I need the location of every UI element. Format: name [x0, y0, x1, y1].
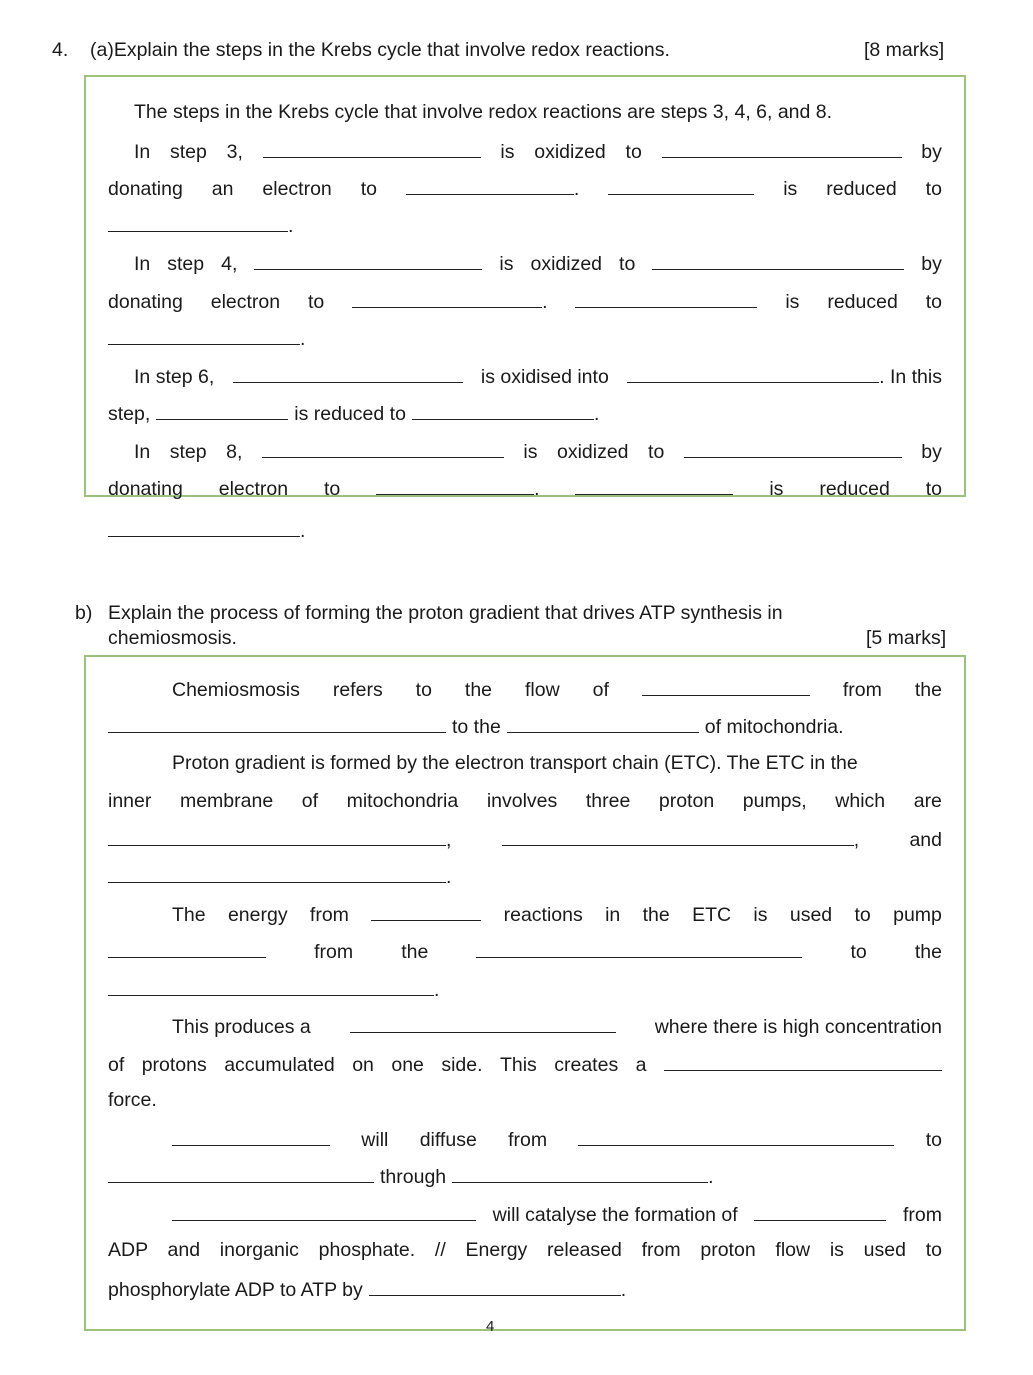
question-4a-prompt: (a)Explain the steps in the Krebs cycle that involve redox reactions. — [90, 39, 670, 61]
step6-line2: step, is reduced to . — [108, 403, 600, 425]
step8-line1: In step 8, is oxidized to by — [134, 441, 942, 463]
blank-chemiosmosis-origin[interactable] — [108, 714, 446, 733]
step3-line3: . — [108, 213, 942, 237]
blank-phosphorylation-process[interactable] — [369, 1277, 621, 1296]
blank-step4-reduced-product[interactable] — [108, 326, 300, 345]
blank-step8-reduced-substrate[interactable] — [575, 476, 733, 495]
b-p5-line2: through . — [108, 1164, 942, 1188]
b-p3-line3: . — [108, 977, 942, 1001]
blank-chemiosmosis-what-flows[interactable] — [642, 677, 810, 696]
blank-step8-reduced-product[interactable] — [108, 518, 300, 537]
answer-a-intro: The steps in the Krebs cycle that involve redox reactions are steps 3, 4, 6, and 8. — [134, 101, 833, 123]
step4-line3: . — [108, 326, 942, 350]
blank-proton-pump-2[interactable] — [502, 827, 854, 846]
question-4a-marks: [8 marks] — [864, 39, 945, 61]
b-p1-line2: to the of mitochondria. — [108, 714, 942, 738]
blank-step4-product[interactable] — [652, 251, 904, 270]
b-p4-line1: This produces a where there is high concentration — [172, 1016, 942, 1038]
blank-step6-oxidized-substrate[interactable] — [233, 364, 463, 383]
blank-catalyst-enzyme[interactable] — [172, 1202, 476, 1221]
question-number: 4. — [52, 39, 69, 61]
b-p6-line2: ADP and inorganic phosphate. // Energy released from proton flow is used to — [108, 1239, 942, 1261]
blank-step4-reduced-substrate[interactable] — [575, 289, 757, 308]
blank-step6-reduced-product[interactable] — [412, 401, 594, 420]
blank-step8-acceptor[interactable] — [376, 476, 534, 495]
blank-energy-source-reactions[interactable] — [371, 902, 481, 921]
question-4b-prompt-line2: chemiosmosis. — [108, 627, 237, 649]
blank-chemiosmosis-destination[interactable] — [507, 714, 699, 733]
blank-proton-pump-1[interactable] — [108, 827, 446, 846]
blank-step3-product[interactable] — [662, 139, 902, 158]
question-4b-prompt-line1: Explain the process of forming the proton gradient that drives ATP synthesis in — [108, 602, 783, 624]
b-p6-line1: will catalyse the formation of from — [172, 1202, 942, 1226]
blank-proton-pump-3[interactable] — [108, 864, 446, 883]
blank-step8-product[interactable] — [684, 439, 902, 458]
blank-step6-product[interactable] — [627, 364, 879, 383]
blank-step3-reduced-substrate[interactable] — [608, 176, 754, 195]
blank-diffuse-destination[interactable] — [108, 1164, 374, 1183]
b-p3-line1: The energy from reactions in the ETC is used to pump — [172, 904, 942, 926]
step8-line2: donating electron to . is reduced to — [108, 478, 942, 500]
b-p1-line1: Chemiosmosis refers to the flow of from the — [172, 679, 942, 701]
blank-pump-origin[interactable] — [476, 939, 802, 958]
blank-step6-reduced-substrate[interactable] — [156, 401, 288, 420]
blank-step3-acceptor[interactable] — [406, 176, 574, 195]
b-p2-line2: inner membrane of mitochondria involves three proton pumps, which are — [108, 790, 942, 812]
step8-line3: . — [108, 518, 942, 542]
b-p6-line3: phosphorylate ADP to ATP by . — [108, 1279, 627, 1301]
b-p2-line1: Proton gradient is formed by the electron transport chain (ETC). The ETC in the — [172, 752, 858, 774]
blank-diffusing-particle[interactable] — [172, 1127, 330, 1146]
b-p4-line3: force. — [108, 1089, 157, 1111]
b-p4-line2: of protons accumulated on one side. This creates a — [108, 1052, 942, 1076]
blank-gradient-produced[interactable] — [350, 1014, 616, 1033]
b-p2-line4: . — [108, 864, 942, 888]
blank-pumped-particle[interactable] — [108, 939, 266, 958]
step6-line1: In step 6, is oxidised into . In this — [134, 366, 942, 388]
b-p3-line2: from the to the — [108, 939, 942, 963]
blank-force-type[interactable] — [664, 1052, 942, 1071]
step4-line2: donating electron to . is reduced to — [108, 291, 942, 313]
blank-step8-oxidized-substrate[interactable] — [262, 439, 504, 458]
step3-line2: donating an electron to . is reduced to — [108, 178, 942, 200]
blank-step4-acceptor[interactable] — [352, 289, 542, 308]
blank-diffuse-channel[interactable] — [452, 1164, 708, 1183]
b-p2-line3: , , and — [108, 827, 942, 851]
question-4b-label: b) — [75, 602, 93, 624]
blank-pump-destination[interactable] — [108, 977, 434, 996]
step3-line1: In step 3, is oxidized to by — [134, 141, 942, 163]
blank-step3-reduced-product[interactable] — [108, 213, 288, 232]
blank-diffuse-origin[interactable] — [578, 1127, 894, 1146]
blank-step3-oxidized-substrate[interactable] — [263, 139, 481, 158]
question-4b-marks: [5 marks] — [866, 627, 947, 649]
blank-product-formed[interactable] — [754, 1202, 886, 1221]
blank-step4-oxidized-substrate[interactable] — [254, 251, 482, 270]
page-number: 4 — [486, 1318, 495, 1335]
b-p5-line1: will diffuse from to — [172, 1127, 942, 1151]
step4-line1: In step 4, is oxidized to by — [134, 253, 942, 275]
